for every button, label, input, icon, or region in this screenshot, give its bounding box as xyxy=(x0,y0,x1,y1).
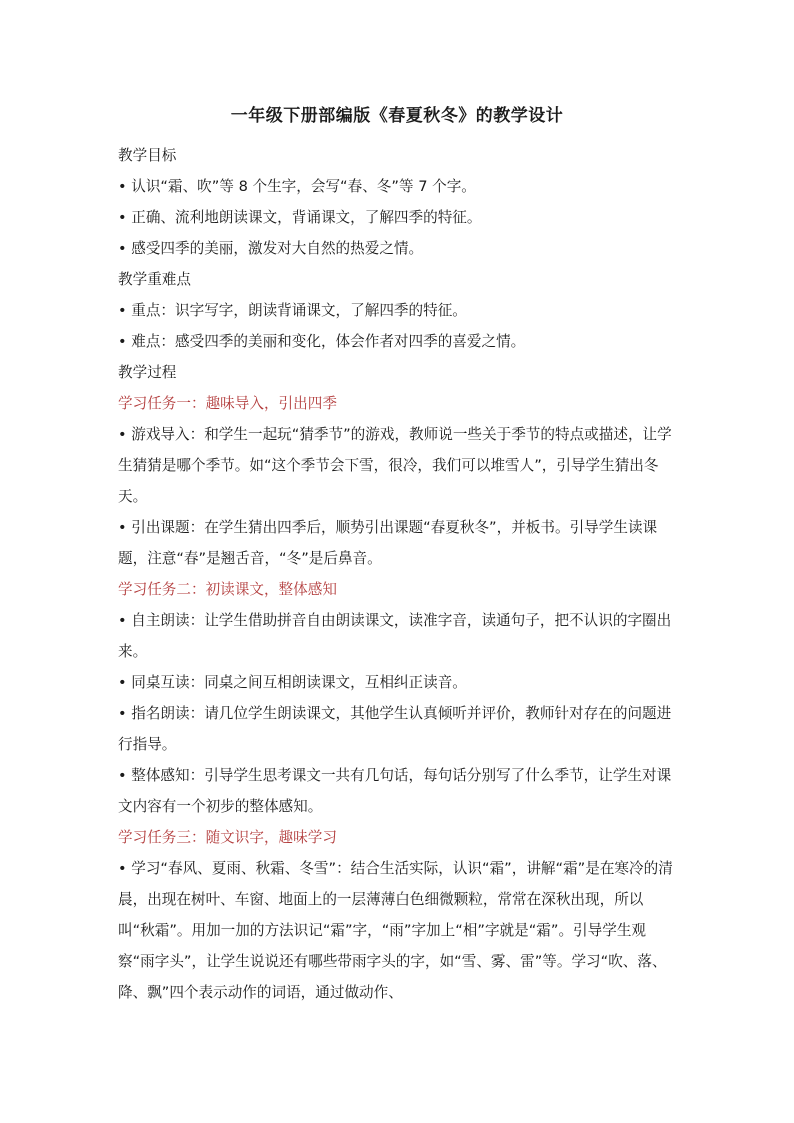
keypoints-heading: 教学重难点 xyxy=(118,271,191,288)
objective-item: • 感受四季的美丽，激发对大自然的热爱之情。 xyxy=(118,240,424,257)
keypoint-item: • 难点：感受四季的美丽和变化，体会作者对四季的喜爱之情。 xyxy=(118,333,526,350)
task3-heading: 学习任务三：随文识字，趣味学习 xyxy=(118,829,337,846)
task2-heading: 学习任务二：初读课文，整体感知 xyxy=(118,581,337,598)
objective-item: • 认识“霜、吹”等 8 个生字，会写“春、冬”等 7 个字。 xyxy=(118,178,476,195)
keypoint-item: • 重点：识字写字，朗读背诵课文，了解四季的特征。 xyxy=(118,302,467,319)
task3-paragraph: • 学习“春风、夏雨、秋霜、冬雪”：结合生活实际，认识“霜”，讲解“霜”是在寒冷的清晨，出现在树叶、车窗、地面上的一层薄薄白色细微颗粒，常常在深秋出现，所以叫“秋霜”。用加一加的方法识记“霜”字，“雨”字加上“相”字就是“霜”。引导学生观察“雨字头”，让学生说说还有哪些带雨字头的字，如“雪、雾、雷”等。学习“吹、落、降、飘”四个表示动作的词语，通过做动作、 xyxy=(118,860,673,1001)
task1-paragraph: • 引出课题：在学生猜出四季后，顺势引出课题“春夏秋冬”，并板书。引导学生读课题，注意“春”是翘舌音，“冬”是后鼻音。 xyxy=(118,519,658,567)
document-title: 一年级下册部编版《春夏秋冬》的教学设计 xyxy=(230,106,564,126)
task2-paragraph: • 整体感知：引导学生思考课文一共有几句话，每句话分别写了什么季节，让学生对课文内容有一个初步的整体感知。 xyxy=(118,767,672,815)
process-heading: 教学过程 xyxy=(118,364,177,381)
objectives-heading: 教学目标 xyxy=(118,147,177,164)
task2-paragraph: • 指名朗读：请几位学生朗读课文，其他学生认真倾听并评价，教师针对存在的问题进行指导。 xyxy=(118,705,672,753)
task2-paragraph: • 自主朗读：让学生借助拼音自由朗读课文，读准字音，读通句子，把不认识的字圈出来。 xyxy=(118,612,672,660)
task1-heading: 学习任务一：趣味导入，引出四季 xyxy=(118,395,337,412)
task2-paragraph: • 同桌互读：同桌之间互相朗读课文，互相纠正读音。 xyxy=(118,674,467,691)
objective-item: • 正确、流利地朗读课文，背诵课文，了解四季的特征。 xyxy=(118,209,482,226)
task1-paragraph: • 游戏导入：和学生一起玩“猜季节”的游戏，教师说一些关于季节的特点或描述，让学生猜猜是哪个季节。如“这个季节会下雪，很冷，我们可以堆雪人”，引导学生猜出冬天。 xyxy=(118,426,672,505)
document-body xyxy=(118,140,678,1008)
